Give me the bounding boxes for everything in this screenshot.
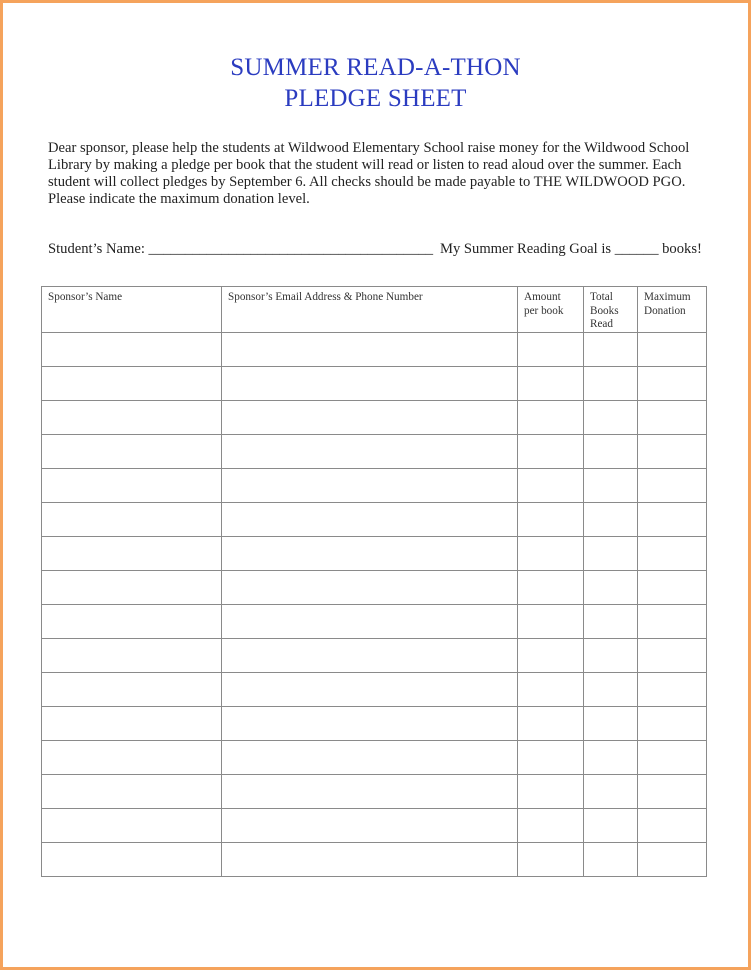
amount-per-book-cell[interactable] (518, 809, 584, 843)
amount-per-book-cell[interactable] (518, 605, 584, 639)
table-row (42, 639, 707, 673)
table-row (42, 809, 707, 843)
table-row (42, 673, 707, 707)
amount-per-book-cell[interactable] (518, 537, 584, 571)
total-books-read-cell[interactable] (584, 843, 638, 877)
sponsor-name-cell[interactable] (42, 367, 222, 401)
intro-line: Library by making a pledge per book that the student will read or listen to read aloud over the summer. Each (48, 157, 682, 173)
email-phone-cell[interactable] (222, 809, 518, 843)
sponsor-name-cell[interactable] (42, 435, 222, 469)
total-books-read-cell[interactable] (584, 503, 638, 537)
sponsor-name-cell[interactable] (42, 741, 222, 775)
table-row (42, 605, 707, 639)
table-row (42, 367, 707, 401)
maximum-donation-cell[interactable] (638, 741, 707, 775)
sponsor-name-cell[interactable] (42, 809, 222, 843)
col-header-maximum-donation: Maximum Donation (638, 287, 707, 333)
total-books-read-cell[interactable] (584, 469, 638, 503)
amount-per-book-cell[interactable] (518, 707, 584, 741)
total-books-read-cell[interactable] (584, 537, 638, 571)
title-line-1: SUMMER READ-A-THON (230, 54, 521, 81)
total-books-read-cell[interactable] (584, 367, 638, 401)
total-books-read-cell[interactable] (584, 639, 638, 673)
total-books-read-cell[interactable] (584, 809, 638, 843)
intro-line: student will collect pledges by September 6. All checks should be made payable to THE WILDWOOD PGO. (48, 174, 686, 190)
amount-per-book-cell[interactable] (518, 843, 584, 877)
sponsor-name-cell[interactable] (42, 333, 222, 367)
sponsor-name-cell[interactable] (42, 775, 222, 809)
email-phone-cell[interactable] (222, 367, 518, 401)
email-phone-cell[interactable] (222, 605, 518, 639)
pledge-table (41, 286, 707, 877)
maximum-donation-cell[interactable] (638, 605, 707, 639)
total-books-read-cell[interactable] (584, 775, 638, 809)
email-phone-cell[interactable] (222, 741, 518, 775)
intro-line: Please indicate the maximum donation level. (48, 191, 310, 207)
email-phone-cell[interactable] (222, 775, 518, 809)
sponsor-name-cell[interactable] (42, 503, 222, 537)
email-phone-cell[interactable] (222, 673, 518, 707)
email-phone-cell[interactable] (222, 401, 518, 435)
table-row (42, 775, 707, 809)
sponsor-name-cell[interactable] (42, 673, 222, 707)
total-books-read-cell[interactable] (584, 333, 638, 367)
amount-per-book-cell[interactable] (518, 333, 584, 367)
pledge-table-body (42, 333, 707, 877)
email-phone-cell[interactable] (222, 571, 518, 605)
maximum-donation-cell[interactable] (638, 333, 707, 367)
amount-per-book-cell[interactable] (518, 639, 584, 673)
sponsor-name-cell[interactable] (42, 469, 222, 503)
maximum-donation-cell[interactable] (638, 435, 707, 469)
table-row (42, 503, 707, 537)
total-books-read-cell[interactable] (584, 741, 638, 775)
amount-per-book-cell[interactable] (518, 435, 584, 469)
student-info-line (48, 241, 713, 258)
total-books-read-cell[interactable] (584, 605, 638, 639)
total-books-read-cell[interactable] (584, 707, 638, 741)
col-header-amount-per-book: Amount per book (518, 287, 584, 333)
email-phone-cell[interactable] (222, 843, 518, 877)
col-header-total-books-read: Total Books Read (584, 287, 638, 333)
amount-per-book-cell[interactable] (518, 571, 584, 605)
amount-per-book-cell[interactable] (518, 775, 584, 809)
amount-per-book-cell[interactable] (518, 469, 584, 503)
sponsor-name-cell[interactable] (42, 571, 222, 605)
maximum-donation-cell[interactable] (638, 367, 707, 401)
maximum-donation-cell[interactable] (638, 707, 707, 741)
maximum-donation-cell[interactable] (638, 775, 707, 809)
table-row (42, 571, 707, 605)
col-header-sponsor-name: Sponsor’s Name (42, 287, 222, 333)
sponsor-name-cell[interactable] (42, 707, 222, 741)
amount-per-book-cell[interactable] (518, 401, 584, 435)
sponsor-name-cell[interactable] (42, 401, 222, 435)
email-phone-cell[interactable] (222, 639, 518, 673)
email-phone-cell[interactable] (222, 503, 518, 537)
table-header-row (42, 287, 707, 333)
table-row (42, 401, 707, 435)
sponsor-name-cell[interactable] (42, 537, 222, 571)
table-row (42, 537, 707, 571)
student-name-field[interactable]: Student’s Name: _______________________________________ (48, 241, 434, 257)
total-books-read-cell[interactable] (584, 435, 638, 469)
maximum-donation-cell[interactable] (638, 639, 707, 673)
table-row (42, 741, 707, 775)
table-row (42, 707, 707, 741)
title-line-2: PLEDGE SHEET (284, 85, 467, 112)
maximum-donation-cell[interactable] (638, 401, 707, 435)
email-phone-cell[interactable] (222, 333, 518, 367)
maximum-donation-cell[interactable] (638, 571, 707, 605)
email-phone-cell[interactable] (222, 707, 518, 741)
maximum-donation-cell[interactable] (638, 809, 707, 843)
email-phone-cell[interactable] (222, 469, 518, 503)
total-books-read-cell[interactable] (584, 571, 638, 605)
table-row (42, 333, 707, 367)
table-row (42, 469, 707, 503)
intro-paragraph (48, 140, 708, 208)
sponsor-name-cell[interactable] (42, 639, 222, 673)
maximum-donation-cell[interactable] (638, 537, 707, 571)
maximum-donation-cell[interactable] (638, 673, 707, 707)
email-phone-cell[interactable] (222, 435, 518, 469)
total-books-read-cell[interactable] (584, 401, 638, 435)
amount-per-book-cell[interactable] (518, 741, 584, 775)
total-books-read-cell[interactable] (584, 673, 638, 707)
intro-line: Dear sponsor, please help the students at Wildwood Elementary School raise money for the Wildwood School (48, 140, 690, 156)
table-row (42, 435, 707, 469)
col-header-email-phone: Sponsor’s Email Address & Phone Number (222, 287, 518, 333)
sponsor-name-cell[interactable] (42, 605, 222, 639)
amount-per-book-cell[interactable] (518, 503, 584, 537)
sponsor-name-cell[interactable] (42, 843, 222, 877)
amount-per-book-cell[interactable] (518, 673, 584, 707)
maximum-donation-cell[interactable] (638, 503, 707, 537)
email-phone-cell[interactable] (222, 537, 518, 571)
maximum-donation-cell[interactable] (638, 843, 707, 877)
amount-per-book-cell[interactable] (518, 367, 584, 401)
reading-goal-field[interactable]: My Summer Reading Goal is ______ books! (440, 241, 702, 257)
maximum-donation-cell[interactable] (638, 469, 707, 503)
table-row (42, 843, 707, 877)
page-title (3, 52, 748, 114)
